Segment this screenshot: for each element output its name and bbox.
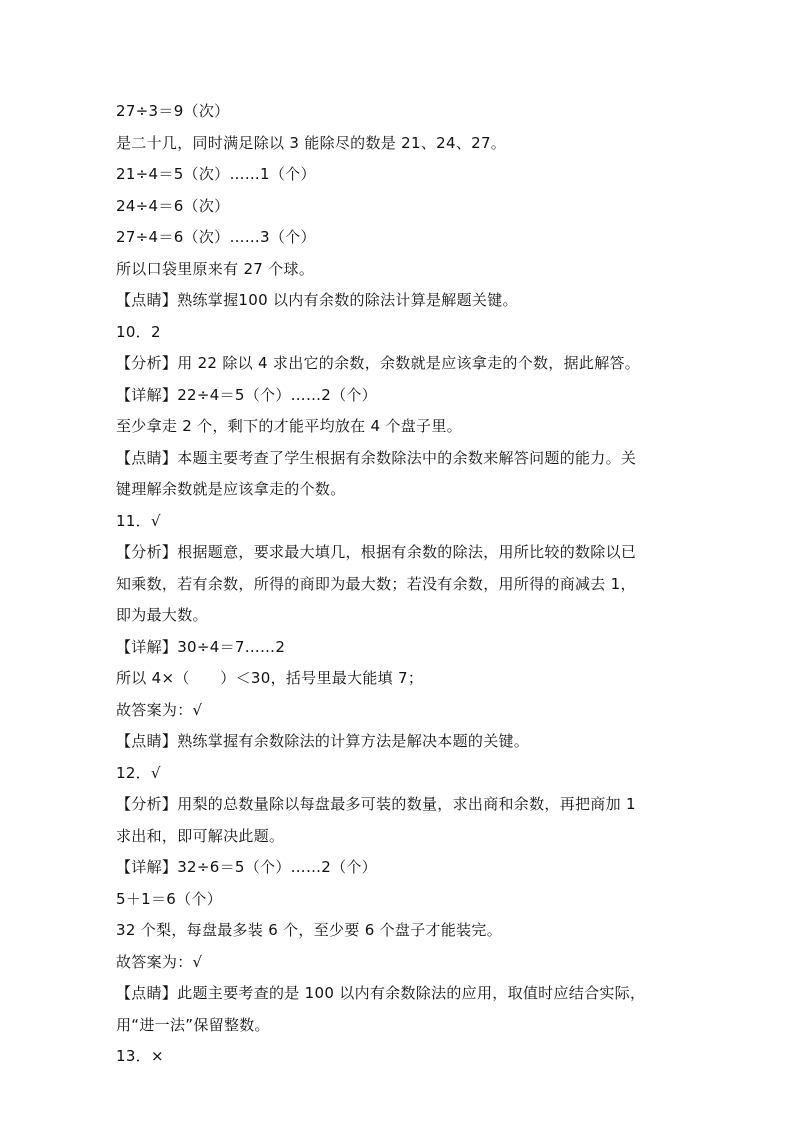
text-line: 5＋1＝6（个）	[116, 889, 223, 908]
answer-text-block	[116, 96, 676, 1073]
text-line: 即为最大数。	[116, 606, 208, 624]
text-line: 是二十几，同时满足除以 3 能除尽的数是 21、24、27。	[116, 133, 507, 152]
text-line: 用“进一法”保留整数。	[116, 1015, 270, 1034]
text-line: 【详解】30÷4＝7……2	[116, 637, 286, 656]
text-line: 32 个梨，每盘最多装 6 个，至少要 6 个盘子才能装完。	[116, 921, 503, 939]
question-number: 12．√	[116, 763, 161, 782]
text-line: 【点睛】此题主要考查的是 100 以内有余数除法的应用，取值时应结合实际，	[116, 984, 646, 1002]
text-line: 【分析】用梨的总数量除以每盘最多可装的数量，求出商和余数，再把商加 1	[116, 795, 636, 813]
question-number: 11．√	[116, 511, 161, 530]
text-line: 【分析】根据题意，要求最大填几，根据有余数的除法，用所比较的数除以已	[116, 543, 637, 561]
text-line: 故答案为：√	[116, 700, 203, 719]
text-line: 所以口袋里原来有 27 个球。	[116, 259, 315, 278]
text-line: 【分析】用 22 除以 4 求出它的余数，余数就是应该拿走的个数，据此解答。	[116, 354, 641, 372]
text-line: 21÷4＝5（次）……1（个）	[116, 165, 316, 183]
text-line: 所以 4×（ ）＜30，括号里最大能填 7；	[116, 669, 424, 687]
text-line: 键理解余数就是应该拿走的个数。	[116, 480, 346, 498]
question-number: 13．×	[116, 1047, 164, 1065]
text-line: 故答案为：√	[116, 952, 203, 971]
text-line: 【详解】22÷4＝5（个）……2（个）	[116, 385, 377, 404]
text-line: 求出和，即可解决此题。	[116, 826, 285, 845]
text-line: 【点睛】熟练掌握100 以内有余数的除法计算是解题关键。	[116, 291, 518, 309]
question-number: 10．2	[116, 322, 161, 341]
text-line: 【点睛】熟练掌握有余数除法的计算方法是解决本题的关键。	[116, 732, 530, 750]
text-line: 24÷4＝6（次）	[116, 196, 230, 215]
text-line: 【点睛】本题主要考查了学生根据有余数除法中的余数来解答问题的能力。关	[116, 448, 637, 467]
text-line: 27÷4＝6（次）……3（个）	[116, 228, 316, 246]
text-line: 至少拿走 2 个，剩下的才能平均放在 4 个盘子里。	[116, 417, 462, 435]
text-line: 知乘数，若有余数，所得的商即为最大数；若没有余数，用所得的商减去 1，	[116, 574, 636, 593]
text-line: 【详解】32÷6＝5（个）……2（个）	[116, 858, 377, 876]
text-line: 27÷3＝9（次）	[116, 102, 230, 120]
